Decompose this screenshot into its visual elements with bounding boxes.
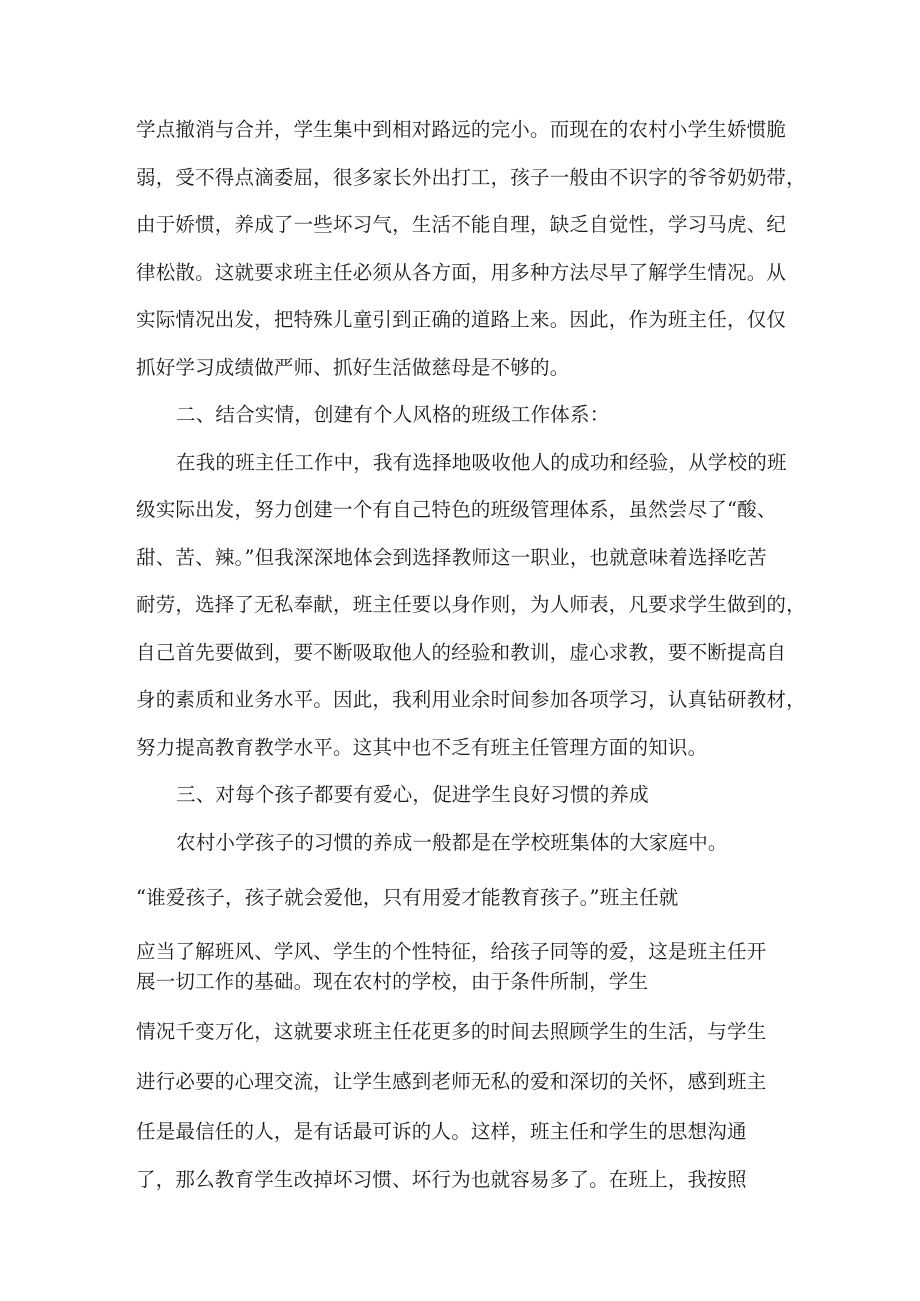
text-line: 应当了解班风、学风、学生的个性特征，给孩子同等的爱，这是班主任开 [136, 940, 767, 963]
section-heading: 三、对每个孩子都要有爱心，促进学生良好习惯的养成 [176, 783, 649, 806]
section-heading: 二、结合实情，创建有个人风格的班级工作体系： [176, 403, 610, 426]
text-line: 进行必要的心理交流，让学生感到老师无私的爱和深切的关怀，感到班主 [136, 1070, 767, 1093]
text-line: 耐劳，选择了无私奉献，班主任要以身作则，为人师表，凡要求学生做到的， [136, 593, 806, 616]
text-line: 级实际出发，努力创建一个有自己特色的班级管理体系，虽然尝尽了“酸、 [136, 498, 777, 521]
text-line: 学点撤消与合并，学生集中到相对路远的完小。而现在的农村小学生娇惯脆 [136, 118, 787, 141]
text-line: 情况千变万化，这就要求班主任花更多的时间去照顾学生的生活，与学生 [136, 1020, 767, 1043]
text-line: 律松散。这就要求班主任必须从各方面，用多种方法尽早了解学生情况。从 [136, 261, 787, 284]
text-line: 甜、苦、辣。”但我深深地体会到选择教师这一职业，也就意味着选择吃苦 [136, 546, 767, 569]
text-line: 实际情况出发，把特殊儿童引到正确的道路上来。因此，作为班主任，仅仅 [136, 308, 787, 331]
text-line: 农村小学孩子的习惯的养成一般都是在学校班集体的大家庭中。 [176, 831, 728, 854]
text-line: 弱，受不得点滴委屈，很多家长外出打工，孩子一般由不识字的爷爷奶奶带， [136, 166, 806, 189]
text-line: 努力提高教育教学水平。这其中也不乏有班主任管理方面的知识。 [136, 736, 708, 759]
text-line: 在我的班主任工作中，我有选择地吸收他人的成功和经验，从学校的班 [176, 451, 787, 474]
text-line: 了，那么教育学生改掉坏习惯、坏行为也就容易多了。在班上，我按照 [136, 1168, 747, 1191]
text-line: 自己首先要做到，要不断吸取他人的经验和教训，虚心求教，要不断提高自 [136, 641, 787, 664]
text-line: 任是最信任的人，是有话最可诉的人。这样，班主任和学生的思想沟通 [136, 1120, 747, 1143]
text-line: “谁爱孩子，孩子就会爱他，只有用爱才能教育孩子。”班主任就 [136, 886, 679, 909]
text-line: 身的素质和业务水平。因此，我利用业余时间参加各项学习，认真钻研教材， [136, 688, 806, 711]
text-line: 抓好学习成绩做严师、抓好生活做慈母是不够的。 [136, 356, 570, 379]
text-line: 展一切工作的基础。现在农村的学校，由于条件所制，学生 [136, 970, 649, 993]
text-line: 由于娇惯，养成了一些坏习气，生活不能自理，缺乏自觉性，学习马虎、纪 [136, 213, 787, 236]
